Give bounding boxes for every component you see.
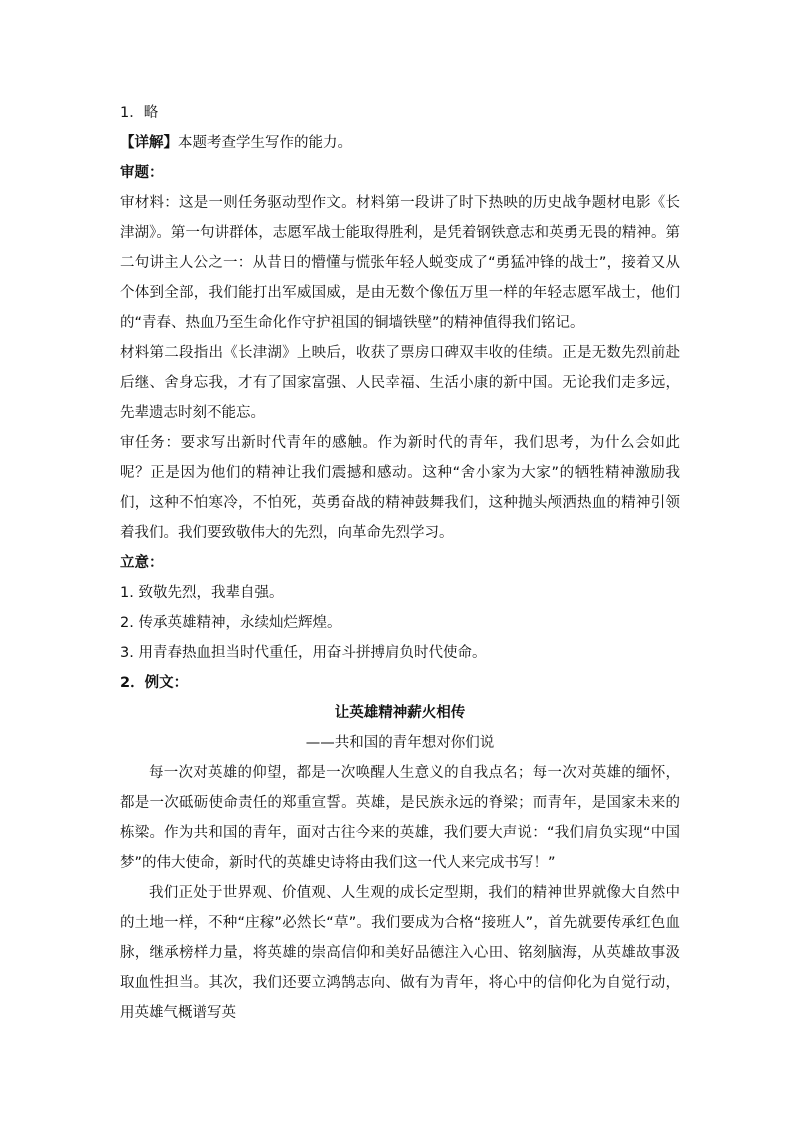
answer-1-label: 1．略 bbox=[120, 105, 159, 121]
detail-text: 本题考查学生写作的能力。 bbox=[178, 135, 352, 151]
document-content bbox=[120, 98, 680, 1028]
shenti-heading: 审题： bbox=[120, 165, 164, 181]
liyi-heading: 立意： bbox=[120, 555, 164, 571]
essay-paragraph-2: 我们正处于世界观、价值观、人生观的成长定型期，我们的精神世界就像大自然中的土地一样，不种“庄稼”必然长“草”。我们要成为合格“接班人”，首先就要传承红色血脉，继承榜样力量，将英雄的崇高信仰和美好品德注入心田、铭刻脑海，从英雄故事汲取血性担当。其次，我们还要立鸿鹄志向、做有为青年，将心中的信仰化为自觉行动，用英雄气概谱写英 bbox=[120, 885, 680, 1021]
essay-paragraph-1: 每一次对英雄的仰望，都是一次唤醒人生意义的自我点名；每一次对英雄的缅怀，都是一次砥砺使命责任的郑重宣誓。英雄，是民族永远的脊梁；而青年，是国家未来的栋梁。作为共和国的青年，面对古往今来的英雄，我们要大声说：“我们肩负实现“中国梦”的伟大使命，新时代的英雄史诗将由我们这一代人来完成书写！” bbox=[120, 765, 680, 871]
liyi-item: 3. 用青春热血担当时代重任，用奋斗拼搏肩负时代使命。 bbox=[120, 645, 487, 661]
material-paragraph-2: 材料第二段指出《长津湖》上映后，收获了票房口碑双丰收的佳绩。正是无数先烈前赴后继、舍身忘我，才有了国家富强、人民幸福、生活小康的新中国。无论我们走多远，先辈遗志时刻不能忘。 bbox=[120, 345, 680, 421]
task-paragraph: 审任务：要求写出新时代青年的感触。作为新时代的青年，我们思考，为什么会如此呢？正是因为他们的精神让我们震撼和感动。这种“舍小家为大家”的牺牲精神激励我们，这种不怕寒冷，不怕死，英勇奋战的精神鼓舞我们，这种抛头颅洒热血的精神引领着我们。我们要致敬伟大的先烈，向革命先烈学习。 bbox=[120, 435, 680, 541]
detail-line bbox=[120, 128, 680, 158]
example-essay-label: 2．例文： bbox=[120, 675, 189, 691]
material-paragraph-1: 审材料：这是一则任务驱动型作文。材料第一段讲了时下热映的历史战争题材电影《长津湖》。第一句讲群体，志愿军战士能取得胜利，是凭着钢铁意志和英勇无畏的精神。第二句讲主人公之一：从昔日的懵懂与慌张年轻人蜕变成了“勇猛冲锋的战士”，接着又从个体到全部，我们能打出军威国威，是由无数个像伍万里一样的年轻志愿军战士，他们的“青春、热血乃至生命化作守护祖国的铜墙铁壁”的精神值得我们铭记。 bbox=[120, 195, 680, 331]
essay-subtitle: ——共和国的青年想对你们说 bbox=[305, 735, 495, 751]
liyi-item: 1. 致敬先烈，我辈自强。 bbox=[120, 585, 284, 601]
detail-label: 【详解】 bbox=[120, 135, 178, 151]
essay-title: 让英雄精神薪火相传 bbox=[334, 705, 466, 721]
liyi-item: 2. 传承英雄精神，永续灿烂辉煌。 bbox=[120, 615, 342, 631]
